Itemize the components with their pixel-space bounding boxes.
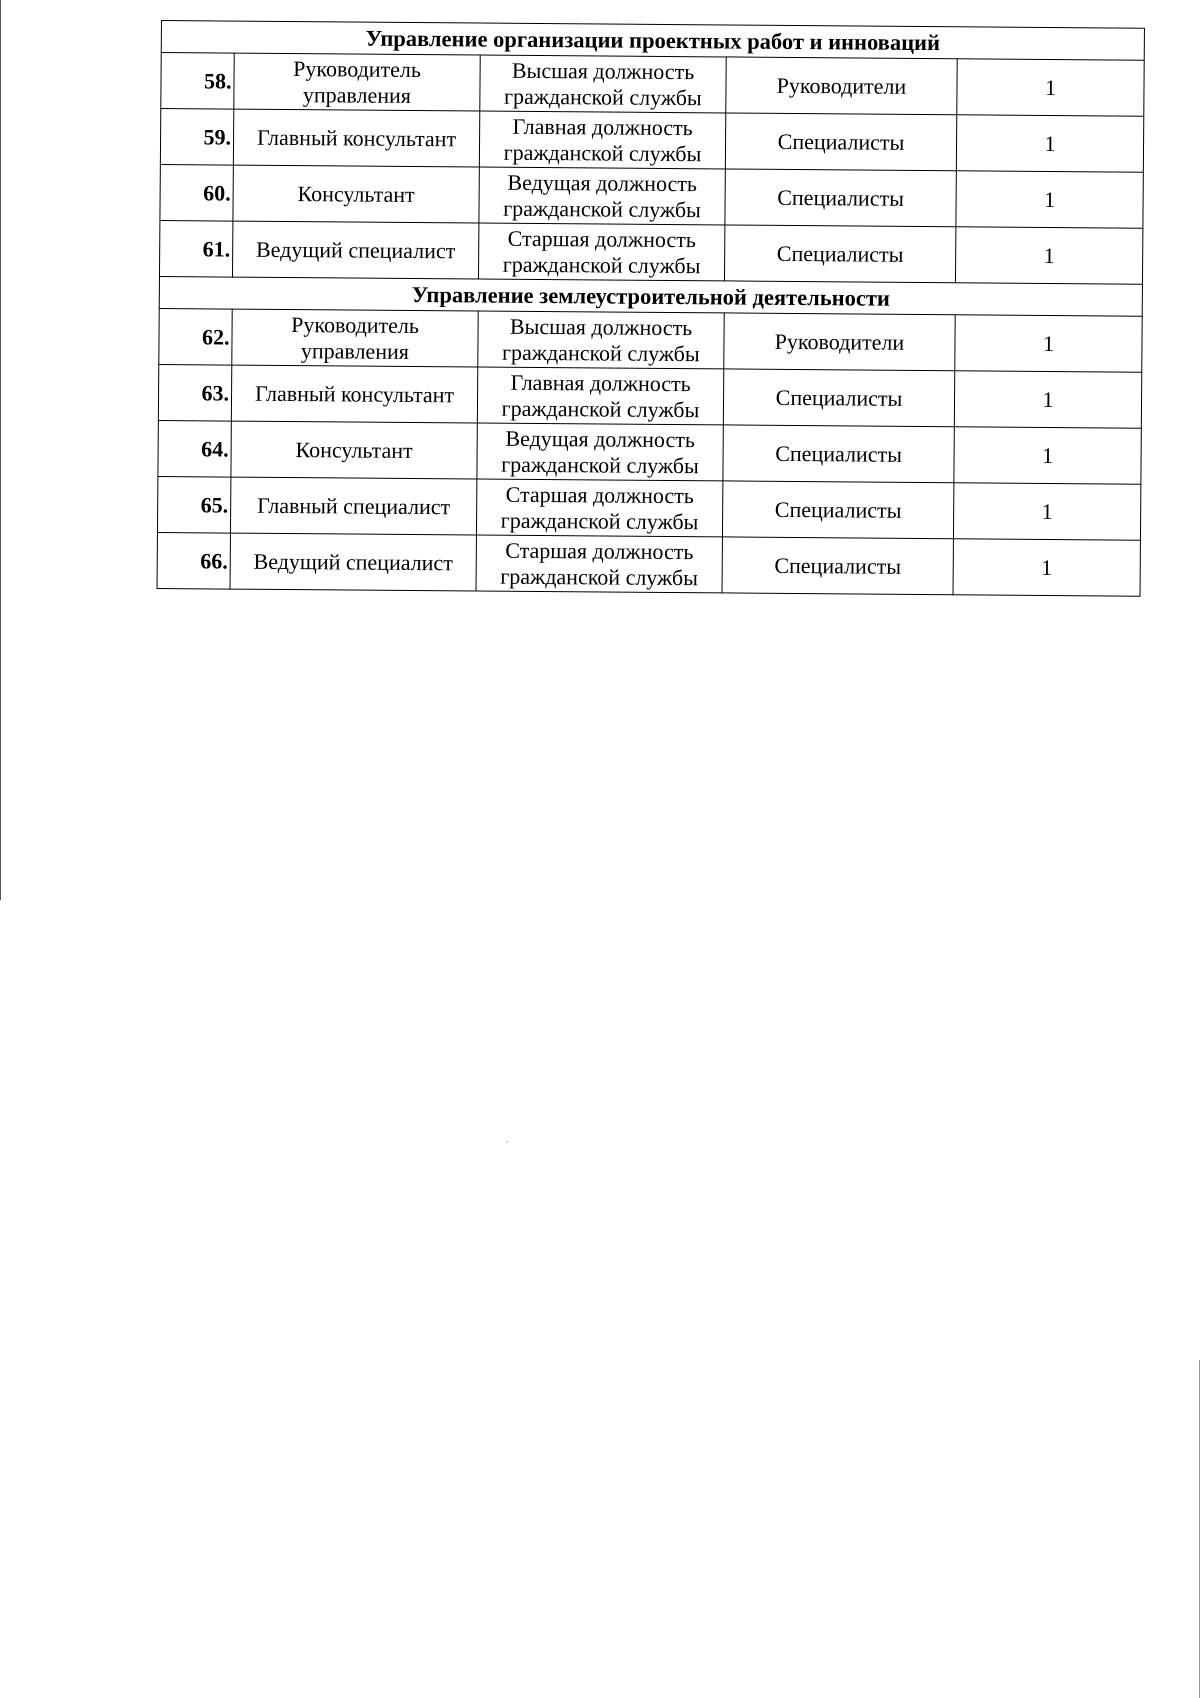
row-number: 65. [157,476,230,533]
category-cell: Руководители [726,57,957,115]
count-cell: 1 [954,427,1141,484]
table-row [158,364,1141,428]
table-row [160,164,1143,228]
group-cell: Ведущая должность гражданской службы [479,167,725,225]
position-cell: Руководитель управления [234,53,480,111]
position-cell: Главный консультант [233,109,479,167]
row-number: 64. [158,420,231,477]
row-number: 58. [161,53,234,110]
category-cell: Специалисты [723,425,954,483]
count-cell: 1 [957,59,1144,116]
staff-table [157,20,1145,597]
count-cell: 1 [954,371,1141,428]
scan-edge-left [0,0,1,900]
category-cell: Руководители [724,313,955,371]
group-cell: Главная должность гражданской службы [479,111,725,169]
section-title: Управление землеустроительной деятельности [159,276,1142,316]
group-cell: Ведущая должность гражданской службы [477,423,723,481]
position-cell: Руководитель управления [232,309,478,367]
category-cell: Специалисты [722,537,953,595]
table-row [157,532,1140,596]
group-cell: Старшая должность гражданской службы [476,479,722,537]
count-cell: 1 [953,539,1140,596]
scan-speck [506,1141,508,1142]
category-cell: Специалисты [725,113,956,171]
table-row [157,476,1140,540]
row-number: 66. [157,532,230,589]
position-cell: Консультант [231,421,477,479]
count-cell: 1 [956,171,1143,228]
position-cell: Главный консультант [231,365,477,423]
category-cell: Специалисты [722,481,953,539]
group-cell: Старшая должность гражданской службы [476,535,722,593]
category-cell: Специалисты [723,369,954,427]
row-number: 62. [159,308,232,365]
position-cell: Консультант [233,165,479,223]
table-row [159,220,1142,284]
count-cell: 1 [953,483,1140,540]
table-row [158,420,1141,484]
position-cell: Ведущий специалист [232,221,478,279]
group-cell: Старшая должность гражданской службы [478,223,724,281]
staff-table-container [157,20,1144,597]
group-cell: Главная должность гражданской службы [477,367,723,425]
row-number: 63. [158,364,231,421]
category-cell: Специалисты [725,169,956,227]
count-cell: 1 [955,227,1142,284]
group-cell: Высшая должность гражданской службы [480,55,726,113]
position-cell: Ведущий специалист [230,533,476,591]
category-cell: Специалисты [724,225,955,283]
table-row [160,109,1143,173]
section-title: Управление организации проектных работ и инноваций [161,21,1144,61]
position-cell: Главный специалист [230,477,476,535]
row-number: 59. [160,109,233,166]
count-cell: 1 [956,115,1143,172]
table-row [159,308,1142,372]
group-cell: Высшая должность гражданской службы [478,311,724,369]
count-cell: 1 [955,315,1142,372]
table-row [161,53,1144,117]
row-number: 61. [159,220,232,277]
staff-table-body [157,21,1144,597]
row-number: 60. [160,164,233,221]
